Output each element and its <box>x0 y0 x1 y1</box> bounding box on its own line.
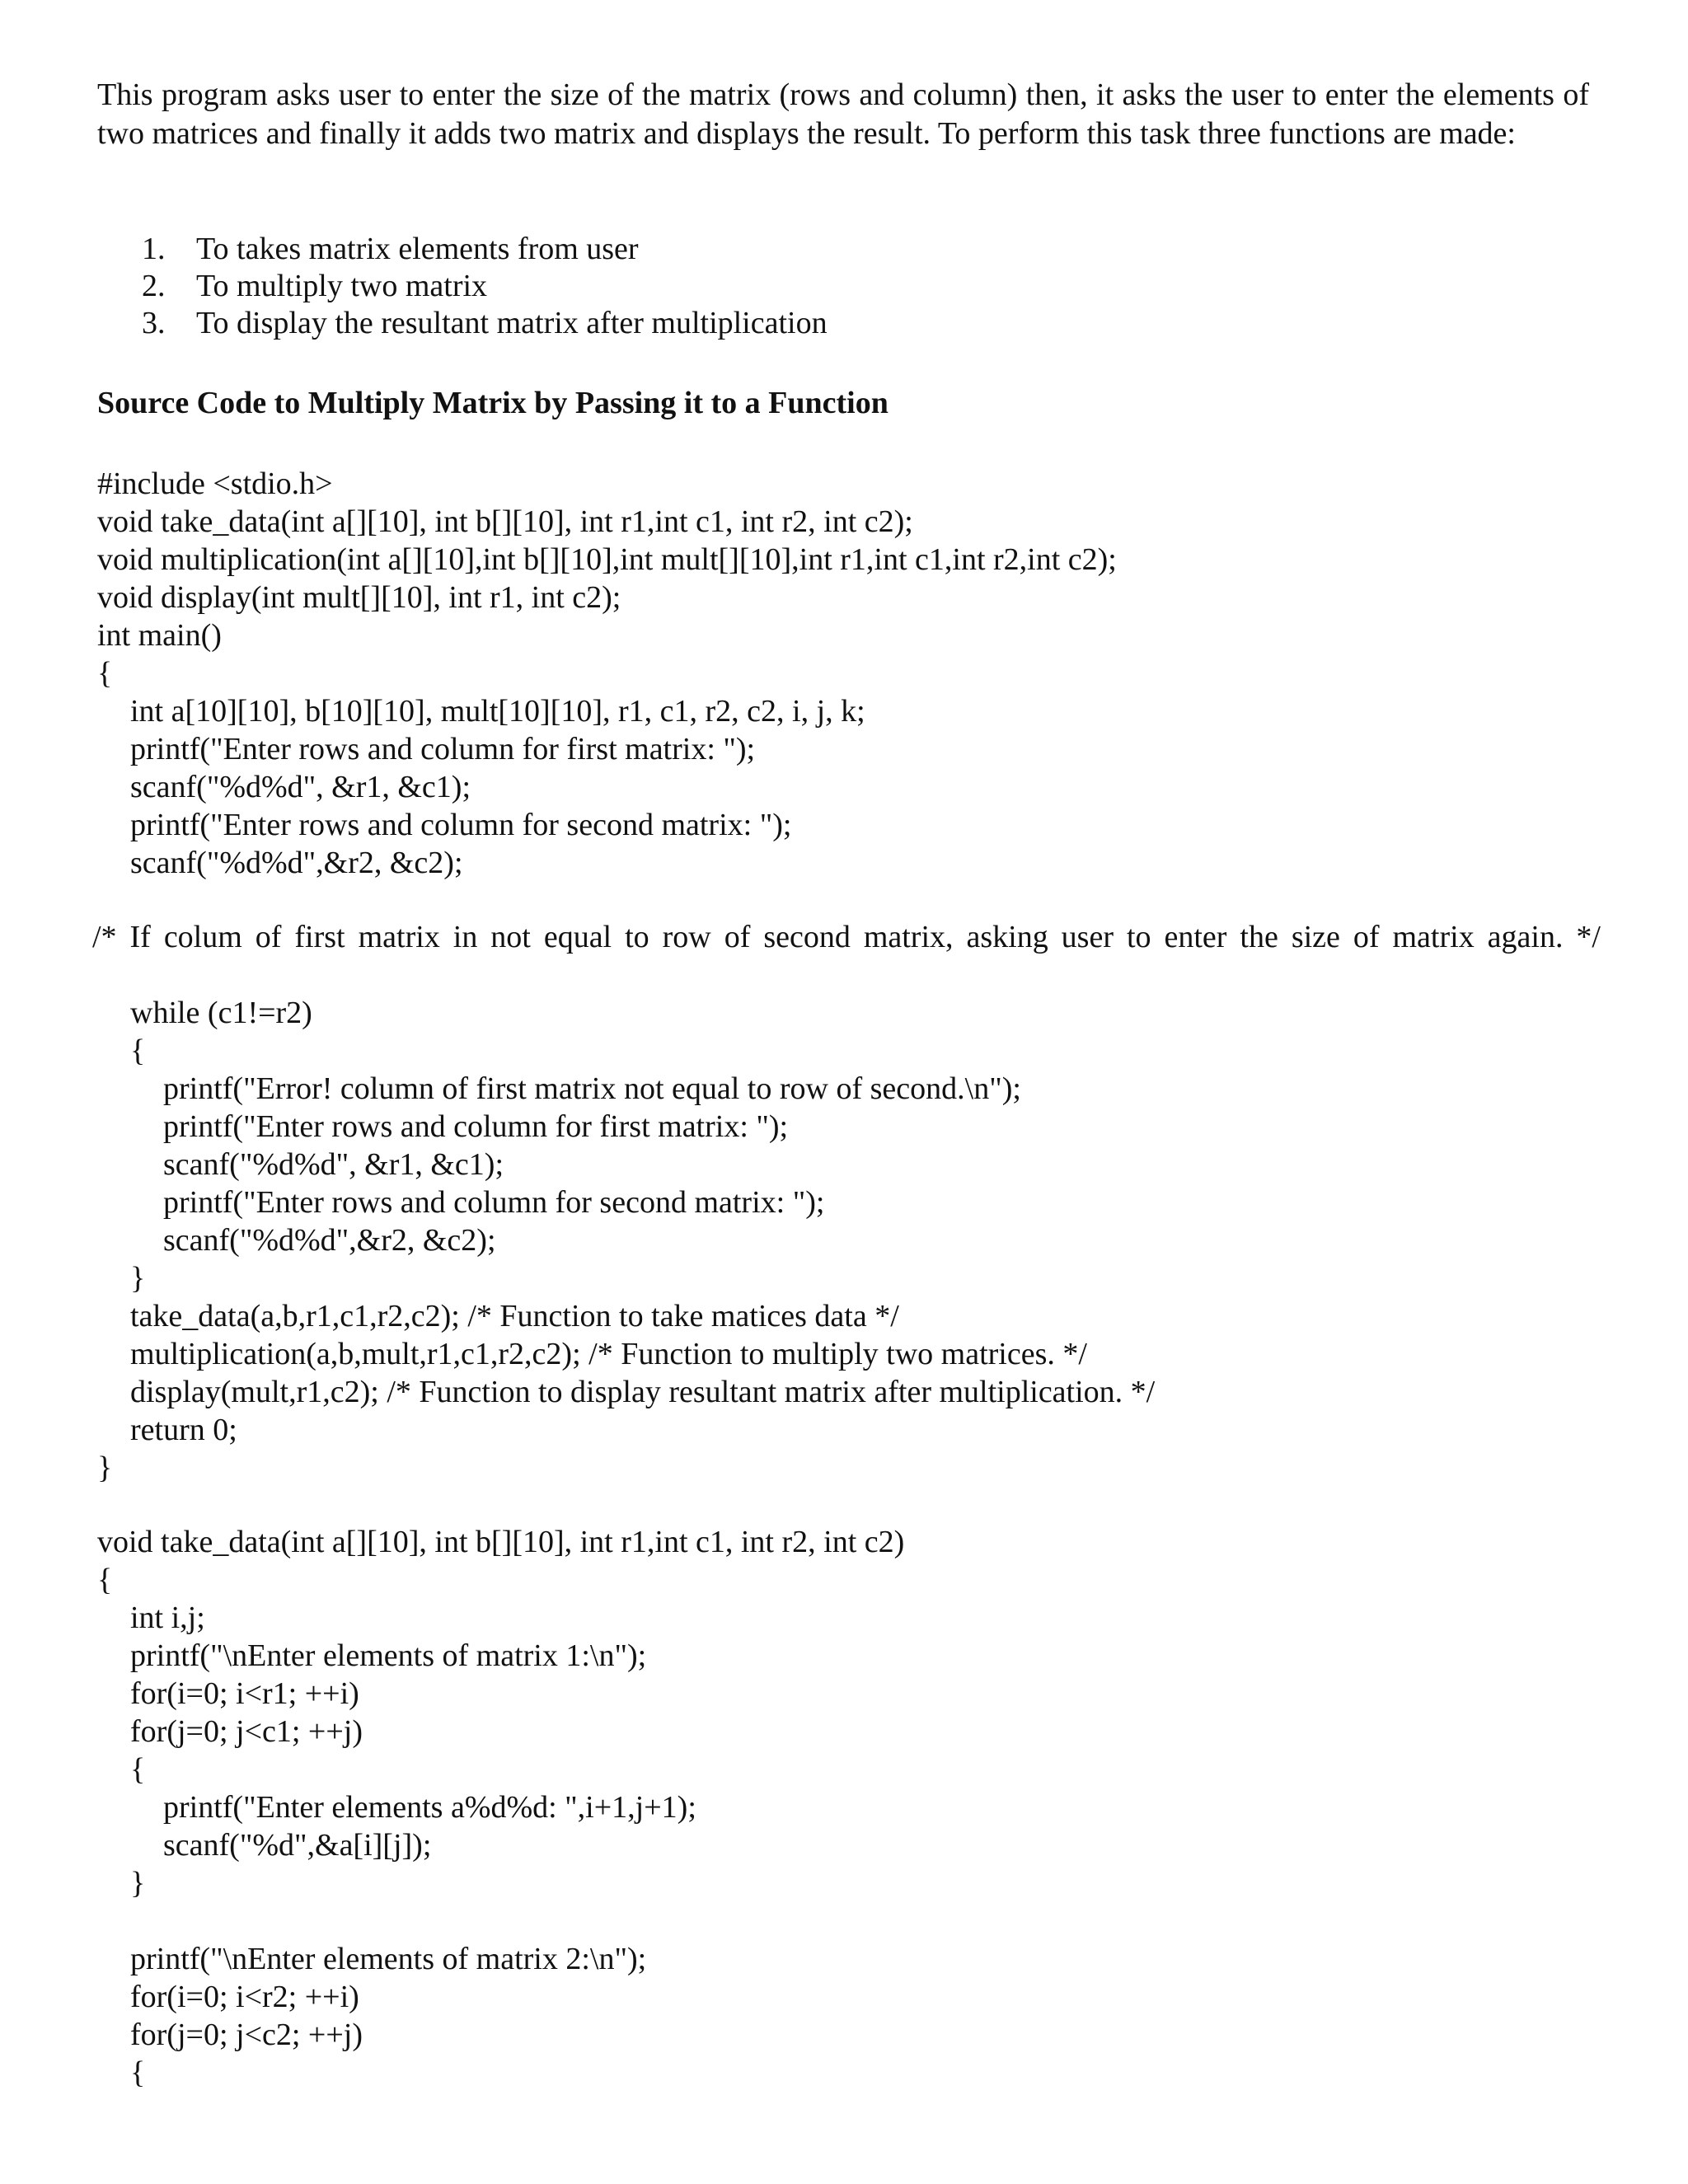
code-line: scanf("%d%d",&r2, &c2); <box>163 1223 496 1258</box>
code-line: for(j=0; j<c1; ++j) <box>130 1714 363 1749</box>
list-item <box>142 268 828 305</box>
intro-paragraph: This program asks user to enter the size of the matrix (rows and column) then, it asks the user to enter the elements of two matrices and finally it adds two matrix and displays the result. To perform this task three functions are made: <box>97 77 1589 151</box>
code-comment-line: /* If colum of first matrix in not equal to row of second matrix, asking user to enter the size of matrix again. */ <box>92 920 1601 954</box>
list-number: 3. <box>142 306 166 340</box>
function-list <box>142 231 828 342</box>
code-line: { <box>97 656 113 691</box>
code-line: } <box>130 1866 146 1900</box>
code-line: printf("Enter rows and column for first matrix: "); <box>130 732 756 766</box>
code-line: void display(int mult[][10], int r1, int c2); <box>97 580 621 615</box>
code-line: for(i=0; i<r1; ++i) <box>130 1676 359 1711</box>
code-line: scanf("%d",&a[i][j]); <box>163 1828 432 1863</box>
code-line: printf("Enter rows and column for first matrix: "); <box>163 1109 789 1144</box>
code-line: void take_data(int a[][10], int b[][10], int r1,int c1, int r2, int c2) <box>97 1525 905 1559</box>
code-line: { <box>97 1563 113 1597</box>
code-line: } <box>97 1451 113 1485</box>
code-line: display(mult,r1,c2); /* Function to display resultant matrix after multiplication. */ <box>130 1375 1156 1409</box>
list-item <box>142 305 828 342</box>
code-line: multiplication(a,b,mult,r1,c1,r2,c2); /* Function to multiply two matrices. */ <box>130 1337 1087 1371</box>
list-number: 2. <box>142 269 166 303</box>
code-line: take_data(a,b,r1,c1,r2,c2); /* Function to take matices data */ <box>130 1299 899 1333</box>
list-text: To takes matrix elements from user <box>196 232 639 266</box>
code-line: printf("Enter elements a%d%d: ",i+1,j+1); <box>163 1790 696 1825</box>
list-text: To multiply two matrix <box>196 269 488 303</box>
code-line: { <box>130 2055 146 2090</box>
code-line: scanf("%d%d",&r2, &c2); <box>130 846 463 880</box>
code-line: void multiplication(int a[][10],int b[][10],int mult[][10],int r1,int c1,int r2,int c2); <box>97 542 1117 577</box>
code-line: while (c1!=r2) <box>130 996 312 1030</box>
list-text: To display the resultant matrix after multiplication <box>196 306 828 340</box>
code-line: for(j=0; j<c2; ++j) <box>130 2018 363 2052</box>
list-item <box>142 231 828 268</box>
code-line: int main() <box>97 618 222 653</box>
code-line: int a[10][10], b[10][10], mult[10][10], r1, c1, r2, c2, i, j, k; <box>130 694 865 729</box>
code-line: printf("Enter rows and column for second matrix: "); <box>130 808 792 842</box>
list-number: 1. <box>142 232 166 266</box>
code-line: printf("\nEnter elements of matrix 1:\n"); <box>130 1638 647 1673</box>
code-line: printf("\nEnter elements of matrix 2:\n"); <box>130 1942 647 1976</box>
code-line: scanf("%d%d", &r1, &c1); <box>163 1147 504 1182</box>
code-line: for(i=0; i<r2; ++i) <box>130 1980 359 2014</box>
code-line: int i,j; <box>130 1601 205 1635</box>
code-line: } <box>130 1261 146 1296</box>
code-line: printf("Error! column of first matrix not equal to row of second.\n"); <box>163 1071 1021 1106</box>
code-line: { <box>130 1033 146 1068</box>
code-line: { <box>130 1752 146 1787</box>
code-line: #include <stdio.h> <box>97 466 333 501</box>
code-line: scanf("%d%d", &r1, &c1); <box>130 770 471 804</box>
section-heading: Source Code to Multiply Matrix by Passing it to a Function <box>97 386 889 420</box>
code-line: void take_data(int a[][10], int b[][10], int r1,int c1, int r2, int c2); <box>97 504 913 539</box>
code-line: printf("Enter rows and column for second matrix: "); <box>163 1185 825 1220</box>
code-line: return 0; <box>130 1413 237 1447</box>
